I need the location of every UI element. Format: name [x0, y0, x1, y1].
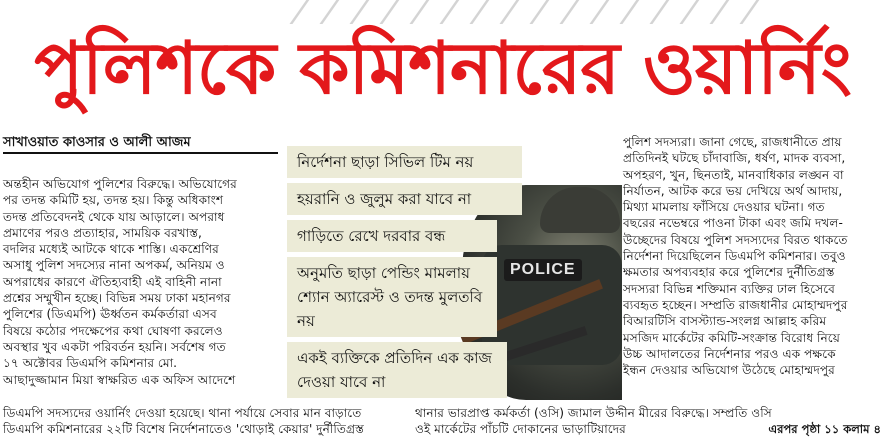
helmet-shape	[540, 187, 620, 233]
paragraph-line: আছাদুজ্জামান মিয়া স্বাক্ষরিত এক অফিস আদেশে	[3, 372, 236, 387]
paragraph-line: প্রতিদিনই ঘটছে চাঁদাবাজি, ধর্ষণ, মাদক ব্যবসা,	[623, 151, 846, 166]
pull-point: গাড়িতে রেখে দরবার বন্ধ	[287, 220, 497, 252]
paragraph-line: অপহরণ, খুন, ছিনতাই, মানবাধিকার লঙ্ঘন বা	[623, 167, 844, 182]
paragraph-line: মিথ্যা মামলায় ফাঁসিয়ে দেওয়ার ঘটনা। গত	[623, 200, 825, 215]
paragraph-line: ওই মার্কেটের পাঁচটি দোকানের ভাড়াটিয়াদের	[415, 422, 626, 436]
continuation-reference: এরপর পৃষ্ঠা ১১ কলাম ৪	[768, 422, 881, 436]
paragraph-line: ক্ষমতার অপব্যবহার করে পুলিশের দুর্নীতিগ্রস্ত	[623, 265, 835, 280]
paragraph-line: বদলির মধ্যেই আটকে থাকে শাস্তি। একশ্রেণির	[3, 242, 219, 257]
paragraph-line: উচ্চ আদালতের নির্দেশনার পরও এক পক্ষকে	[623, 346, 836, 361]
right-column	[623, 134, 881, 378]
paragraph-line: মসজিদ মার্কেটের কমিটি-সংক্রান্ত বিরোধ নিয়ে	[623, 330, 840, 345]
paragraph-line: থানার ভারপ্রাপ্ত কর্মকর্তা (ওসি) জামাল উদ্দীন মীরের বিরুদ্ধে। সম্প্রতি ওসি	[415, 406, 772, 420]
paragraph-line: সদস্যরা বিভিন্ন শক্তিমান ব্যক্তির ঢাল হিসেবে	[623, 281, 835, 296]
paragraph-line: নির্যাতন, আটক করে ভয় দেখিয়ে অর্থ আদায়,	[623, 183, 843, 198]
headline: পুলিশকে কমিশনারের ওয়ার্নিং	[34, 26, 851, 110]
paragraph-line: অন্তহীন অভিযোগ পুলিশের বিরুদ্ধে। অভিযোগের	[3, 177, 237, 191]
byline: সাখাওয়াত কাওসার ও আলী আজম	[3, 134, 278, 154]
paragraph-line: পুলিশের (ডিএমপি) ঊর্ধ্বতন কর্মকর্তারা এসব	[3, 307, 217, 322]
pull-point: অনুমতি ছাড়া পেন্ডিং মামলায় শ্যোন অ্যারেস্ট ও তদন্ত মুলতবি নয়	[287, 257, 497, 337]
paragraph-line: বিআরটিসি বাসস্ট্যান্ড-সংলগ্ন আল্লাহ করিম	[623, 314, 827, 329]
paragraph-line: নির্দেশনা দিয়েছিলেন ডিএমপি কমিশনার। তবুও	[623, 249, 846, 264]
pull-point: নির্দেশনা ছাড়া সিভিল টিম নয়	[287, 146, 522, 178]
paragraph-line: বছরের নভেম্বরে পাওনা টাকা এবং জমি দখল-	[623, 216, 843, 231]
pull-point: হয়রানি ও জুলুম করা যাবে না	[287, 183, 522, 215]
paragraph-line: ডিএমপি কমিশনারের ২২টি বিশেষ নির্দেশনাতেও 'থোড়াই কেয়ার' দুর্নীতিগ্রস্ত	[3, 422, 364, 436]
paragraph-line: অবস্থার খুব একটা পরিবর্তন হয়নি। সর্বশেষ গত	[3, 339, 226, 354]
paragraph-line: বিষয়ে কঠোর পদক্ষেপের কথা ঘোষণা করলেও	[3, 323, 223, 338]
paragraph-line: পুলিশ সদস্যরা। জানা গেছে, রাজধানীতে প্রায়	[623, 135, 842, 149]
paragraph-line: তদন্ত প্রতিবেদনই থেকে যায় আড়ালে। অপরাধ	[3, 209, 225, 224]
pull-point: একই ব্যক্তিকে প্রতিদিন এক কাজ দেওয়া যাবে না	[287, 342, 507, 398]
paragraph-line: ইন্ধন দেওয়ার অভিযোগ উঠেছে মোহাম্মদপুর	[623, 363, 835, 378]
paragraph-line: ডিএমপি সদস্যদের ওয়ার্নিং দেওয়া হয়েছে। থানা পর্যায়ে সেবার মান বাড়াতে	[3, 406, 362, 420]
paragraph-line: প্রশ্নের সম্মুখীন হচ্ছে। বিভিন্ন সময় ঢাকা মহানগর	[3, 291, 231, 306]
paragraph-line: উচ্ছেদের বিষয়ে পুলিশ সদস্যদের বিরত থাকতে	[623, 232, 848, 247]
paragraph-line: পর তদন্ত কমিটি হয়, তদন্ত হয়। কিন্তু অধিকাংশ	[3, 193, 224, 208]
bottom-mid-text	[415, 405, 772, 437]
police-badge-text: POLICE	[504, 259, 582, 281]
paragraph-line: ব্যবহৃত হচ্ছেন। সম্প্রতি রাজধানীর মোহাম্মদপুর	[623, 297, 848, 312]
paragraph-line: প্রমাণের পরও প্রত্যাহার, সাময়িক বরখাস্ত,	[3, 225, 202, 240]
paragraph-line: ১৭ অক্টোবর ডিএমপি কমিশনার মো.	[3, 356, 178, 371]
pull-points-list	[287, 146, 517, 403]
paragraph-line: অপরাধের কারণে ঐতিহ্যবাহী এই বাহিনী নানা	[3, 274, 222, 289]
paragraph-line: অসাধু পুলিশ সদস্যের নানা অপকর্ম, অনিয়ম ও	[3, 258, 225, 273]
left-column	[3, 176, 276, 388]
